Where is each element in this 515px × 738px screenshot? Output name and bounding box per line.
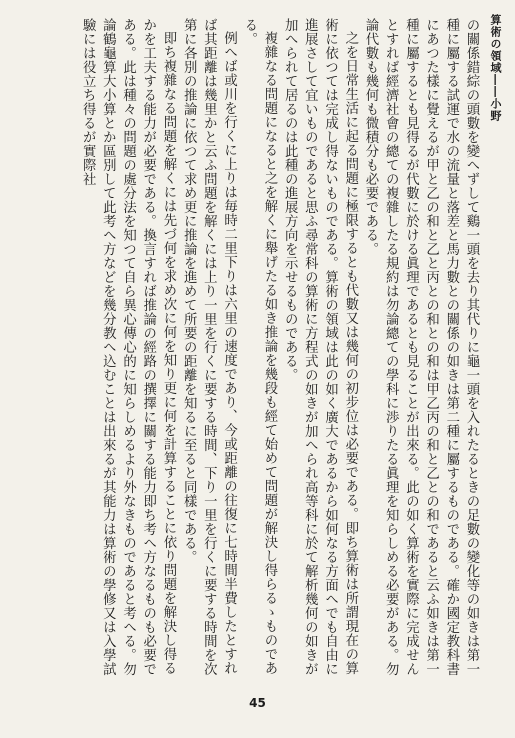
body-text (11, 18, 481, 678)
paragraph: 例へば或川を行くに上りは毎時二里下りは六里の速度であり、今或距離の往復に七時間半費したとすれば其距離は幾里かと云ふ問題を解くには上り一里を行くに要する時間、下り一里を行くに要する時間を次第に各別の推論に依つて求め更に推論を進めて所要の距離を知るに至ると同樣である。 (181, 18, 237, 676)
paragraph: の關係錯綜の頭數を變へずして鷄一頭を去り其代りに龜一頭を入れたるときの足數の變化等の如きは第一種に屬する試運で水の流量と落差と馬力數との關係の如きは第二種に屬するものである。確か國定教科書にあつた樣に覺えるが甲と乙の和と乙と丙との和との和は甲乙丙の和と乙との和であると云ふ如きは第一種に屬するとも見得るが代數に於ける眞理であるとも見ることが出來る。此の如く算術を實際に完成せんとすれば經濟社會の總ての複雜したる規約は勿論總ての學科に渉りたる眞理を知らしめる必要がある。勿論代數も幾何も微積分も必要である。 (362, 18, 479, 676)
page-number: 45 (249, 696, 266, 710)
paragraph: 即ち複雜なる問題を解くには先づ何を求め次に何を知り更に何を計算することに依り問題を解決し得るかを工夫する能力が必要である。換言すれば推論の經路の撰擇に關する能力即ち考へ方なるものも必要である。此は種々の問題の處分法を知つて自ら異心傳心的に知らしめるより外なきものであると考へる。勿論鶴龜算大小算とか區別して此考へ方などを幾分教へ込むことは出來るが其能力は算術の學修又は入學試驗には役立ち得るが實際社 (80, 18, 176, 676)
paragraph: 之を日常生活に起る問題に極限するとも代數又は幾何の初步位は必要である。即ち算術は所謂現在の算術に依つては完成し得ないものである。算術の領域は此の如く廣大であるから如何なる方面へでも自由に進展さして宜いものであると思ふ尋常科の算術に方程式の如きが加へられ高等科に於て解析幾何の如きが加へられて居るのは此種の進展方向を示せるものである。 (282, 18, 358, 676)
paragraph: 複雜なる問題になると之を解くに舉げたる如き推論を幾段も經て始めて問題が解決し得らるゝものである。 (241, 18, 277, 676)
running-header: 算術の領域――小野 (489, 14, 502, 122)
